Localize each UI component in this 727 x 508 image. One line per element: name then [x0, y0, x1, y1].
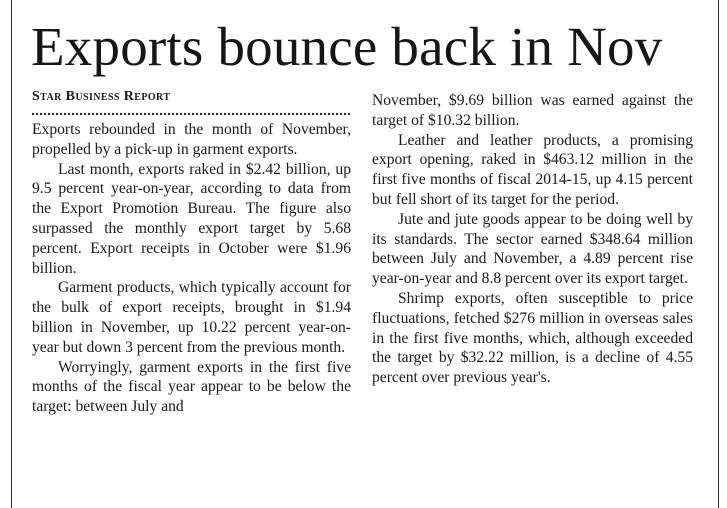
- paragraph: Garment products, which typically account for the bulk of export receipts, brought in $1.94 billion in November, up 10.22 percent year-on-year but down 3 percent from the previous month.: [32, 279, 351, 356]
- paragraph: Shrimp exports, often susceptible to price fluctuations, fetched $276 million in overseas sales in the first five months, which, although exceeded the target by $32.22 million, is a decline of 4.55 percent over previous year's.: [372, 289, 693, 387]
- paragraph: Jute and jute goods appear to be doing well by its standards. The sector earned $348.64 million between July and November, a 4.89 percent rise year-on-year and 8.8 percent over its export target.: [372, 210, 693, 288]
- headline: Exports bounce back in Nov: [31, 16, 663, 77]
- column-rule-right: [718, 0, 719, 508]
- paragraph: November, $9.69 billion was earned against the target of $10.32 billion.: [372, 92, 693, 129]
- paragraph: Leather and leather products, a promising export opening, raked in $463.12 million in the first five months of fiscal 2014-15, up 4.15 percent but fell short of its target for the period.: [372, 131, 693, 208]
- column-rule-left: [11, 0, 12, 508]
- dotted-divider: [32, 113, 350, 115]
- article-column-right: [372, 91, 693, 388]
- paragraph: Last month, exports raked in $2.42 billion, up 9.5 percent year-on-year, according to data from the Export Promotion Bureau. The figure also surpassed the monthly export target by 5.68 percent. Export receipts in October were $1.96 billion.: [32, 160, 351, 277]
- paragraph: Exports rebounded in the month of November, propelled by a pick-up in garment exports.: [32, 121, 351, 158]
- byline: Star Business Report: [32, 89, 171, 104]
- article-column-left: [32, 87, 351, 417]
- paragraph: Worryingly, garment exports in the first five months of the fiscal year appear to be below the target: between July and: [32, 358, 351, 416]
